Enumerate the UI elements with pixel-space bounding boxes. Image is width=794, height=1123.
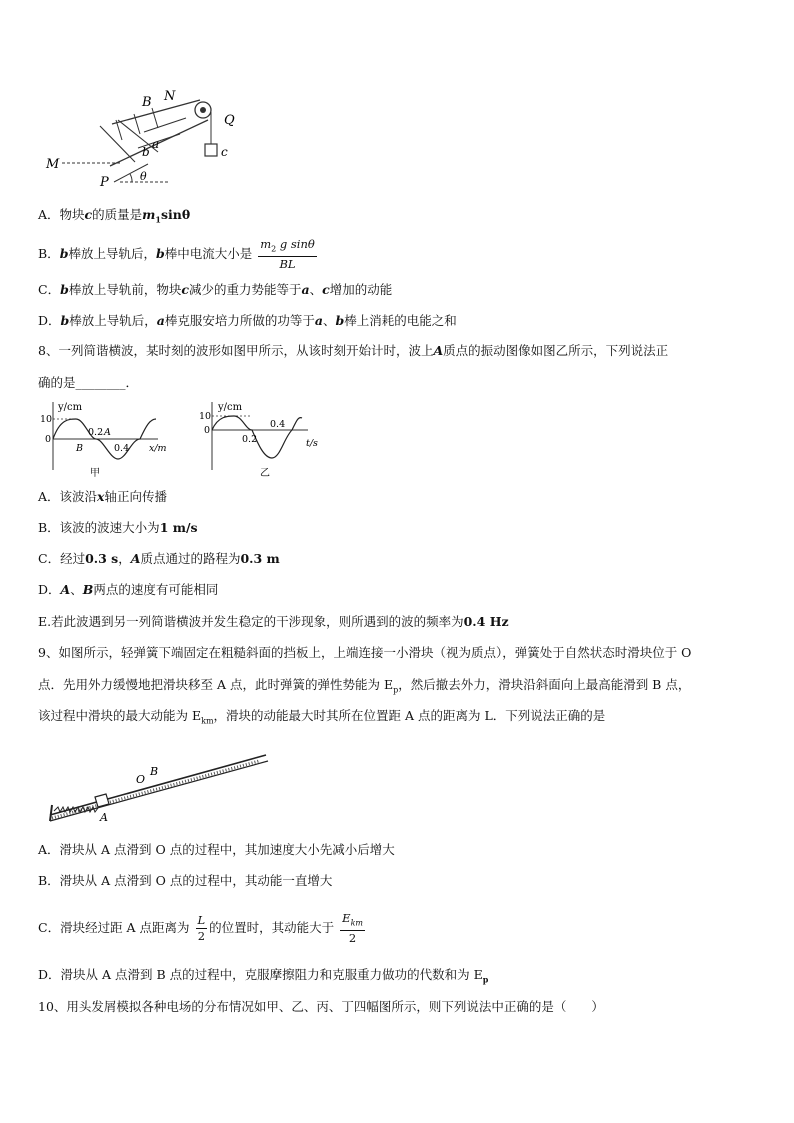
q8-option-b[interactable]: B．该波的波速大小为1 m/s	[38, 520, 198, 535]
jia-tick-10: 10	[40, 414, 53, 425]
label-B: B	[150, 765, 159, 778]
jia-y-label: y/cm	[58, 402, 83, 413]
label-a: a	[152, 137, 160, 151]
q8-option-c[interactable]: C．经过0.3 s，A质点通过的路程为0.3 m	[38, 551, 280, 566]
label-Q: Q	[224, 113, 235, 128]
current-fraction: $\frac{m_2 g \sin\theta}{BL}$	[260, 236, 315, 272]
label-O: O	[136, 773, 146, 786]
q7-option-b[interactable]: B．b棒放上导轨后，b棒中电流大小是 $\frac{m_2 g \sin\theta}{BL}$	[38, 236, 315, 272]
rail-pulley-figure	[40, 90, 260, 190]
q7-option-d[interactable]: D．b棒放上导轨后，a棒克服安培力所做的功等于a、b棒上消耗的电能之和	[38, 313, 457, 328]
wave-graph-jia	[36, 398, 186, 480]
q9-option-c[interactable]: C．滑块经过距 A 点距离为 $\frac{L}{2}$ 的位置时，其动能大于 $\frac{E_{km}}{2}$	[38, 910, 364, 946]
yi-tick-0.4: 0.4	[270, 419, 286, 430]
incline-spring-figure	[44, 745, 274, 825]
jia-tick-0: 0	[45, 434, 52, 445]
q7-option-a[interactable]: A．物块c的质量是$m_1\sin\theta$	[38, 207, 191, 225]
q10-stem: 10、用头发屑模拟各种电场的分布情况如甲、乙、丙、丁四幅图所示，则下列说法中正确的是（ ）	[38, 999, 604, 1014]
jia-point-A: A	[104, 427, 111, 438]
q7-option-c[interactable]: C．b棒放上导轨前，物块c减少的重力势能等于a、c增加的动能	[38, 282, 393, 297]
jia-point-B: B	[76, 443, 83, 454]
label-c: c	[221, 145, 228, 159]
jia-tick-0.4: 0.4	[114, 443, 130, 454]
vibration-graph-yi	[198, 398, 328, 480]
yi-tick-0.2: 0.2	[242, 434, 258, 445]
yi-x-label: t/s	[306, 438, 318, 449]
yi-caption: 乙	[260, 468, 270, 479]
q8-stem-line2: 确的是________．	[38, 375, 139, 390]
q9-option-a[interactable]: A．滑块从 A 点滑到 O 点的过程中，其加速度大小先减小后增大	[38, 842, 395, 857]
fraction-Ekm-over-2: $\frac{E_{km}}{2}$	[342, 910, 364, 946]
jia-tick-0.2: 0.2	[88, 427, 104, 438]
q9-option-b[interactable]: B．滑块从 A 点滑到 O 点的过程中，其动能一直增大	[38, 873, 333, 888]
q9-stem-line2: 点．先用外力缓慢地把滑块移至 A 点，此时弹簧的弹性势能为 $E_p$，然后撤去外力，滑块沿斜面向上最高能滑到 B 点，	[38, 677, 691, 695]
yi-tick-0: 0	[204, 425, 211, 436]
q8-option-e[interactable]: E.若此波遇到另一列简谐横波并发生稳定的干涉现象，则所遇到的波的频率为0.4 Hz	[38, 614, 509, 629]
q8-stem-line1: 8、一列简谐横波，某时刻的波形如图甲所示，从该时刻开始计时，波上A质点的振动图像如图乙所示，下列说法正	[38, 343, 669, 358]
q9-stem-line3: 该过程中滑块的最大动能为 $E_{km}$，滑块的动能最大时其所在位置距 A 点的距离为 L．下列说法正确的是	[38, 708, 606, 726]
yi-y-label: y/cm	[218, 402, 243, 413]
q9-option-d[interactable]: D．滑块从 A 点滑到 B 点的过程中，克服摩擦阻力和克服重力做功的代数和为 $E_p$	[38, 967, 489, 985]
q9-stem-line1: 9、如图所示，轻弹簧下端固定在粗糙斜面的挡板上，上端连接一小滑块（视为质点），弹簧处于自然状态时滑块位于 O	[38, 645, 692, 660]
yi-tick-10: 10	[199, 411, 212, 422]
jia-caption: 甲	[90, 468, 100, 479]
label-A: A	[100, 811, 108, 824]
fraction-L-over-2: $\frac{L}{2}$	[197, 913, 206, 943]
label-P: P	[100, 175, 109, 190]
label-theta: θ	[140, 170, 147, 183]
label-B: B	[142, 95, 152, 110]
label-b: b	[142, 145, 150, 159]
q8-option-d[interactable]: D．A、B两点的速度有可能相同	[38, 582, 219, 597]
label-M: M	[46, 157, 60, 172]
jia-x-label: x/m	[149, 443, 167, 454]
label-N: N	[164, 90, 176, 104]
q8-option-a[interactable]: A．该波沿x轴正向传播	[38, 489, 167, 504]
